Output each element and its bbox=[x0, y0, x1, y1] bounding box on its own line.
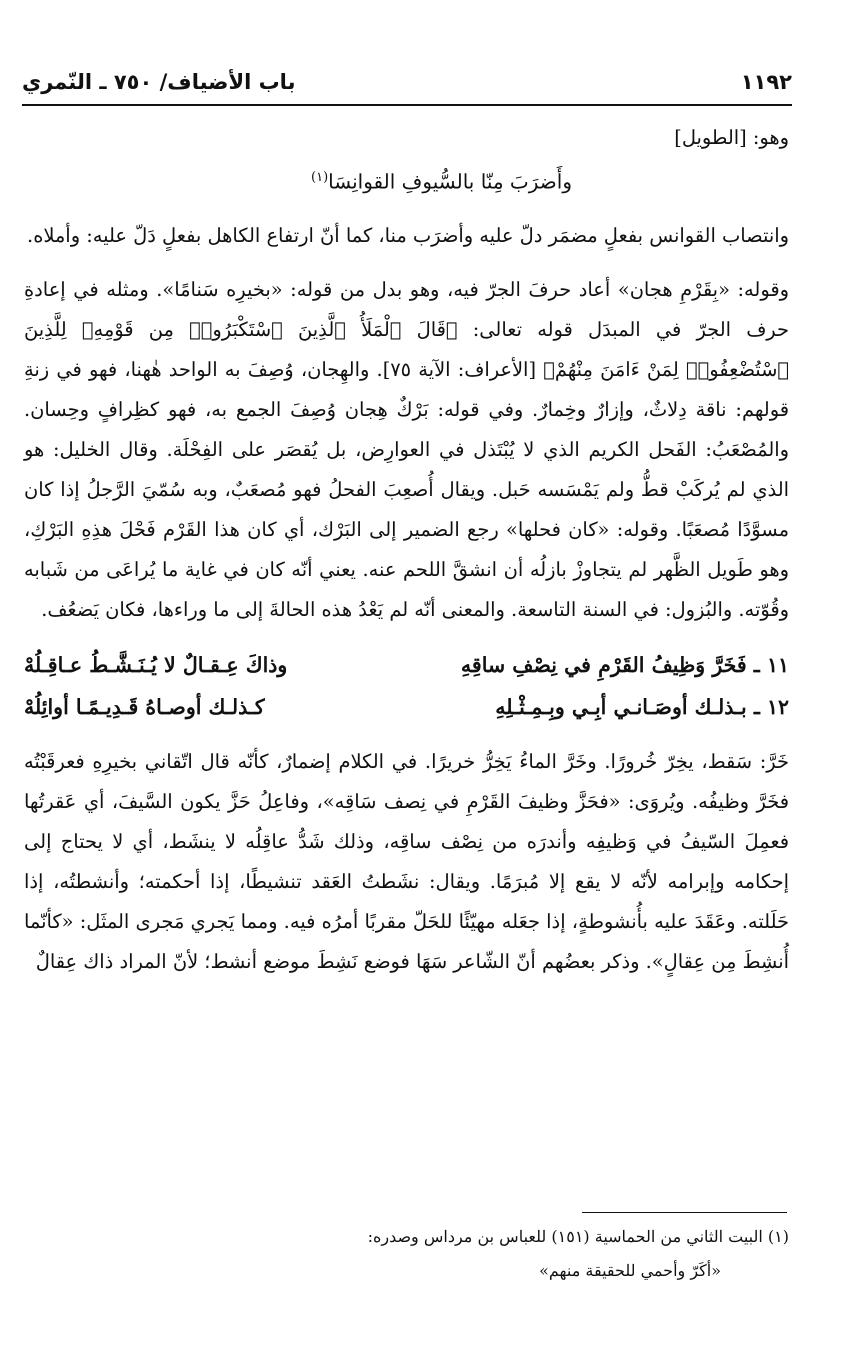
footnote-1: (١) البيت الثاني من الحماسية (١٥١) للعباس بن مرداس وصدره: bbox=[367, 1227, 789, 1246]
verse-12-first-hemistich: ١٢ ـ بـذلـك أوصَـانـي أبِـي وبِـمِـثْـلِهِ bbox=[495, 694, 789, 719]
verses-block bbox=[24, 644, 789, 728]
footnotes bbox=[24, 1220, 789, 1288]
verse-12-second-hemistich: كـذلـك أوصـاهُ قَـدِيـمًـا أوائِلُهْ bbox=[24, 694, 265, 719]
hemistich-text: وأَضرَبَ مِنّا بالسُّيوفِ القوانِسَا bbox=[328, 169, 572, 194]
footnote-rule bbox=[582, 1212, 787, 1213]
header-rule bbox=[22, 104, 792, 106]
page-number: ١١٩٢ bbox=[740, 70, 792, 94]
meter-line: وهو: [الطويل] bbox=[674, 126, 789, 149]
verse-11-first-hemistich: ١١ ـ فَخَرَّ وَظِيفُ القَرْمِ في نِصْفِ ساقِهِ bbox=[460, 652, 789, 677]
verse-12 bbox=[24, 686, 789, 728]
verse-11-second-hemistich: وذاكَ عِـقـالٌ لا يُـنَـشَّـطُ عـاقِـلُهْ bbox=[24, 652, 288, 677]
page-header bbox=[22, 66, 792, 106]
main-text bbox=[24, 118, 789, 982]
footnote-ref: (١) bbox=[311, 170, 329, 185]
paragraph-2: وقوله: «بِقَرْمِ هجان» أعاد حرفَ الجرّ فيه، وهو بدل من قوله: «بخيرِه سَنامًا». ومثله في إعادةِ حرف الجرّ في المبدَل قوله تعالى: ﴿قَالَ ٱلْمَلَأُ ٱلَّذِينَ ٱسْتَكْبَرُوا۟ مِن قَوْمِهِۦ لِلَّذِينَ ٱسْتُضْعِفُوا۟ لِمَنْ ءَامَنَ مِنْهُمْ﴾ [الأعراف: الآية ٧٥]. والهِجان، وُصِفَ به الواحد هٰهنا، فهو في زنةِ قولهم: ناقة دِلاثٌ، وإزارٌ وخِمارٌ. وفي قوله: بَرْكٌ هِجان وُصِفَ الجمع به، فهو كظِرافٍ وحِسان. والمُصْعَبُ: الفَحل الكريم الذي لا يُبْتَذل في العوارِض، بل يُقصَر على الفِحْلَة. وقال الخليل: هو الذي لم يُركَبْ قطُّ ولم يَمْسَسه حَبل. ويقال أُصعِبَ الفحلُ فهو مُصعَبٌ، وبه سُمّيَ الرَّجلُ إذا كان مسوَّدًا مُصعَبًا. وقوله: «كان فحلها» رجع الضمير إلى البَرْك، أي كان هذا القَرْم فَحْلَ هذِهِ البَرْكِ، وهو طَويل الظَّهر لم يتجاوزْ بازلُه أن انشقَّ اللحم عنه. يعني أنّه كان في غاية ما يُراعَى من شَبابه وقُوّته. والبُزول: في السنة التاسعة. والمعنى أنّه لم يَعْدُ هذه الحالةَ إلى ما وراءها، فكان يَضعُف. bbox=[24, 277, 789, 621]
paragraph-1: وانتصاب القوانس بفعلٍ مضمَر دلّ عليه وأضرَب منا، كما أنّ ارتفاع الكاهل بفعلٍ دَلّ عليه: وأملاه. bbox=[27, 223, 789, 247]
quoted-hemistich bbox=[24, 158, 789, 202]
running-title: باب الأضياف/ ٧٥٠ ـ النّمري bbox=[22, 70, 296, 94]
footnote-1-verse: «أكَرّ وأحمي للحقيقة منهم» bbox=[539, 1261, 721, 1280]
verse-11 bbox=[24, 644, 789, 686]
paragraph-3: خَرَّ: سَقط، يخِرّ خُرورًا. وخَرَّ الماءُ يَخِرُّ خريرًا. في الكلام إضمارٌ، كأنّه قال اتّقاني بخيرِهِ فعرقَبْتُه فخَرَّ وظيفُه. ويُروَى: «فحَزَّ وظيفَ القَرْمِ في نِصف سَاقِه»، وفاعِلُ حَزَّ يكون السَّيفَ، أي عَقرتُها فعمِلَ السّيفُ في وَظيفِه وأندرَه من نِصْف ساقِه، وذلك شَدُّ عاقِلُه لا ينشَط، أي لا يحتاج إلى إحكامه وإبرامه لأنّه لا يقع إلا مُبرَمًا. ويقال: نشَطتُ العَقد تنشيطًا، إذا أحكمته؛ وأنشطتُه، إذا حَلَلته. وعَقَدَ عليه بأُنشوطةٍ، إذا جعَله مهيّئًا للحَلّ مقربًا أمرُه فيه. ومما يَجري مَجرى المثَل: «كأنّما أُنشِطَ مِن عِقالٍ». وذكر بعضُهم أنّ الشّاعر سَهَا فوضع نَشِطَ موضع أنشط؛ لأنّ المراد ذاك عِقالٌ bbox=[24, 749, 789, 973]
